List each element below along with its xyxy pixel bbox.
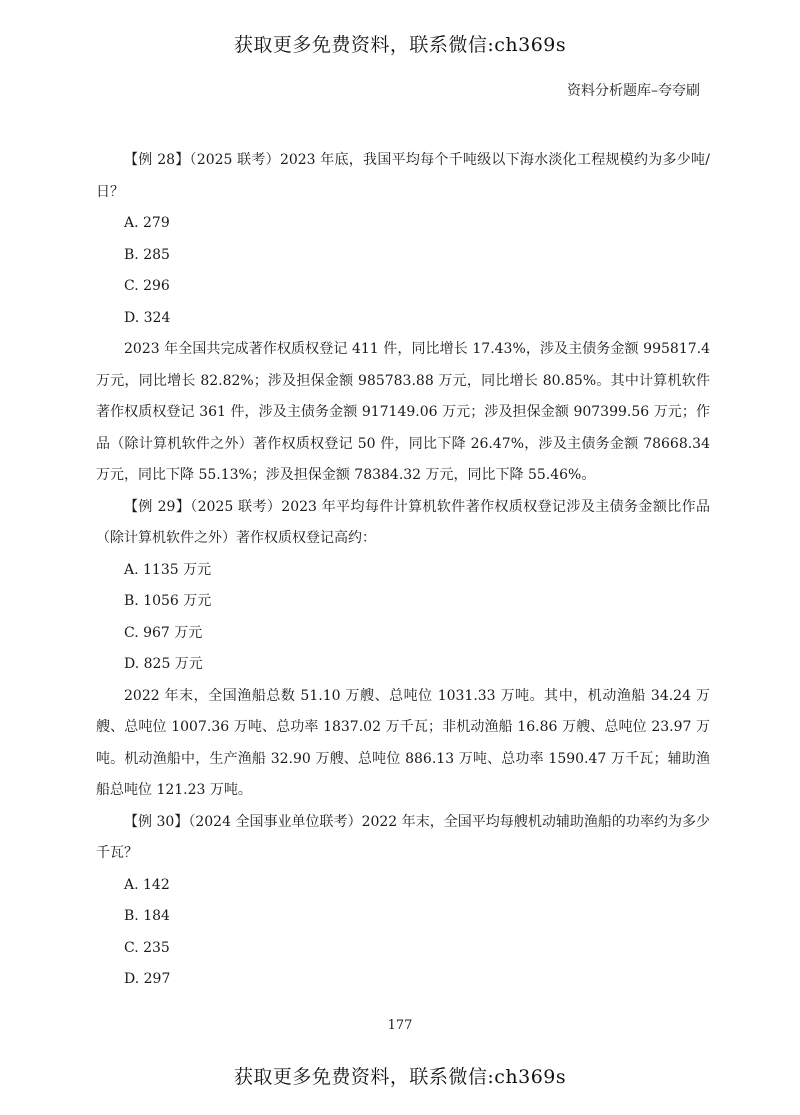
page-content xyxy=(96,145,710,996)
passage-copyright-pledge: 2023 年全国共完成著作权质权登记 411 件，同比增长 17.43%，涉及主债务金额 995817.4 万元，同比增长 82.82%；涉及担保金额 985783.88 万元，同比增长 80.85%。其中计算机软件著作权质权登记 361 件，涉及主债务金额 917149.06 万元；涉及担保金额 907399.56 万元；作品（除计算机软件之外）著作权质权登记 50 件，同比下降 26.47%，涉及主债务金额 78668.34 万元，同比下降 55.13%；涉及担保金额 78384.32 万元，同比下降 55.46%。 xyxy=(96,341,710,483)
question-30-option-a: A. 142 xyxy=(124,876,170,893)
question-29-stem: 【例 29】（2025 联考）2023 年平均每件计算机软件著作权质权登记涉及主债务金额比作品（除计算机软件之外）著作权质权登记高约： xyxy=(96,498,710,546)
question-28-option-d: D. 324 xyxy=(124,309,171,326)
question-29-option-b: B. 1056 万元 xyxy=(124,593,212,609)
top-banner: 获取更多免费资料，联系微信:ch369s xyxy=(233,34,567,56)
question-29-option-a: A. 1135 万元 xyxy=(124,561,212,578)
question-30-option-d: D. 297 xyxy=(124,971,171,987)
question-30-option-c: C. 235 xyxy=(124,939,170,956)
bottom-banner: 获取更多免费资料，联系微信:ch369s xyxy=(233,1066,567,1088)
question-28-stem: 【例 28】（2025 联考）2023 年底，我国平均每个千吨级以下海水淡化工程规模约为多少吨/日？ xyxy=(96,152,710,200)
passage-fishing-boats: 2022 年末，全国渔船总数 51.10 万艘、总吨位 1031.33 万吨。其中，机动渔船 34.24 万艘、总吨位 1007.36 万吨、总功率 1837.02 万千瓦；非机动渔船 16.86 万艘、总吨位 23.97 万吨。机动渔船中，生产渔船 32.90 万艘、总吨位 886.13 万吨、总功率 1590.47 万千瓦；辅助渔船总吨位 121.23 万吨。 xyxy=(96,687,710,798)
question-30-stem: 【例 30】（2024 全国事业单位联考）2022 年末，全国平均每艘机动辅助渔船的功率约为多少千瓦？ xyxy=(96,813,710,861)
question-28-option-a: A. 279 xyxy=(124,215,170,231)
running-header: 资料分析题库–夸夸刷 xyxy=(567,83,700,99)
question-29-option-c: C. 967 万元 xyxy=(124,624,203,641)
question-30-option-b: B. 184 xyxy=(124,908,170,924)
question-28-option-b: B. 285 xyxy=(124,246,170,263)
question-28-option-c: C. 296 xyxy=(124,278,170,294)
question-29-option-d: D. 825 万元 xyxy=(124,656,203,672)
page-number: 177 xyxy=(387,1018,413,1033)
